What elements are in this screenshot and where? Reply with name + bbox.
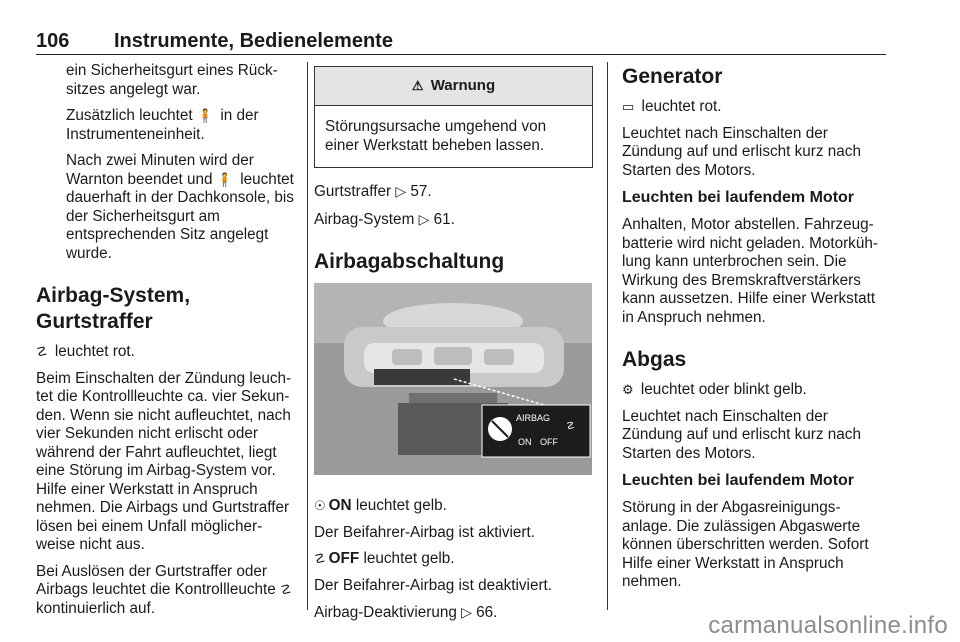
subheading: Leuchten bei laufendem Motor [622, 189, 855, 206]
airbag-deactivation-figure [314, 283, 592, 475]
section-heading: Airbagabschaltung [314, 250, 505, 273]
passenger-airbag-icon: ☡ [566, 421, 575, 432]
warning-triangle-icon: ⚠ [411, 78, 424, 93]
section-heading: Abgas [622, 348, 687, 371]
paragraph: ☉ ON leuchtet gelb. [314, 497, 447, 514]
cross-reference[interactable]: Gurtstraffer ▷ 57. [314, 183, 432, 200]
airbag-on-icon: ☉ [314, 498, 326, 513]
airbag-icon: ☡ [280, 582, 292, 597]
paragraph: Der Beifahrer-Airbag ist aktiviert. [314, 523, 536, 541]
page-title: Instrumente, Bedienelemente [114, 30, 393, 52]
reference-arrow-icon: ▷ [395, 183, 407, 199]
paragraph: Nach zwei Minuten wird der Warnton beendet und 🧍 leuchtet dauerhaft in der Dachkonsole, bis der Sicherheitsgurt am entsprechenden Sitz angelegt wurde. [66, 152, 294, 262]
paragraph: Der Beifahrer-Airbag ist deaktiviert. [314, 576, 553, 594]
paragraph: ein Sicherheitsgurt eines Rück-sitzes angelegt war. [66, 62, 278, 98]
section-heading: Generator [622, 65, 723, 88]
cross-reference[interactable]: Airbag-Deaktivierung ▷ 66. [314, 604, 498, 621]
subheading: Leuchten bei laufendem Motor [622, 472, 855, 489]
warning-box [314, 66, 593, 168]
engine-icon: ⚙ [622, 382, 634, 397]
paragraph: ▭ leuchtet rot. [622, 98, 722, 115]
cross-reference[interactable]: Airbag-System ▷ 61. [314, 210, 455, 228]
airbag-icon: ☡ [36, 344, 48, 359]
column-1 [36, 62, 298, 626]
reference-arrow-icon: ▷ [461, 604, 472, 620]
column-3 [622, 62, 890, 600]
paragraph: Anhalten, Motor abstellen. Fahrzeug-batterie wird nicht geladen. Motorküh-lung kann unterbrochen sein. Die Wirkung des Bremskraftverstärkers kann aussetzen. Hilfe einer Werkstatt in Anspruch nehmen. [622, 216, 878, 326]
page-number: 106 [36, 30, 70, 52]
column-divider-2 [607, 62, 608, 610]
paragraph: Bei Auslösen der Gurtstraffer oder Airbags leuchtet die Kontrollleuchte ☡ kontinuierlich auf. [36, 562, 292, 617]
warning-text: Störungsursache umgehend von einer Werkstatt beheben lassen. [325, 118, 547, 154]
figure-label-on: ON [518, 437, 532, 447]
paragraph: Zusätzlich leuchtet 🧍 in der Instrumenteneinheit. [66, 107, 259, 143]
paragraph: Beim Einschalten der Zündung leuch-tet die Kontrollleuchte ca. vier Sekun-den. Wenn sie nicht aufleuchtet, nach vier Sekunden nicht erlischt oder während der Fahrt aufleuchtet, liegt eine Störung im Airbag-System vor. Hilfe einer Werkstatt in Anspruch nehmen. Die Airbags und Gurtstraffer lösen bei einem Unfall möglicher-weise nicht aus. [36, 369, 292, 553]
battery-icon: ▭ [622, 99, 635, 114]
paragraph: ☡ OFF leuchtet gelb. [314, 550, 455, 567]
paragraph: Störung in der Abgasreinigungs-anlage. Die zulässigen Abgaswerte können überschritten werden. Sofort Hilfe einer Werkstatt in Anspruch nehmen. [622, 499, 869, 590]
seatbelt-icon: 🧍 [196, 108, 214, 123]
paragraph: Leuchtet nach Einschalten der Zündung auf und erlischt kurz nach Starten des Motors. [622, 124, 861, 179]
off-label: OFF [328, 550, 360, 567]
paragraph: ☡ leuchtet rot. [36, 343, 135, 360]
on-label: ON [328, 497, 352, 514]
paragraph: Leuchtet nach Einschalten der Zündung auf und erlischt kurz nach Starten des Motors. [622, 407, 861, 462]
airbag-off-icon: ☡ [314, 551, 326, 566]
reference-arrow-icon: ▷ [418, 210, 430, 227]
column-2 [314, 62, 593, 631]
paragraph: ⚙ leuchtet oder blinkt gelb. [622, 381, 807, 398]
figure-label-airbag: AIRBAG [516, 413, 551, 423]
watermark: carmanualsonline.info [708, 612, 948, 639]
figure-label-off: OFF [540, 437, 558, 447]
section-heading: Airbag-System, Gurtstraffer [36, 284, 191, 333]
warning-title: Warnung [430, 77, 496, 94]
warning-header [315, 67, 592, 106]
page-header [36, 24, 886, 55]
seatbelt-icon: 🧍 [216, 171, 233, 187]
column-divider-1 [307, 62, 308, 610]
